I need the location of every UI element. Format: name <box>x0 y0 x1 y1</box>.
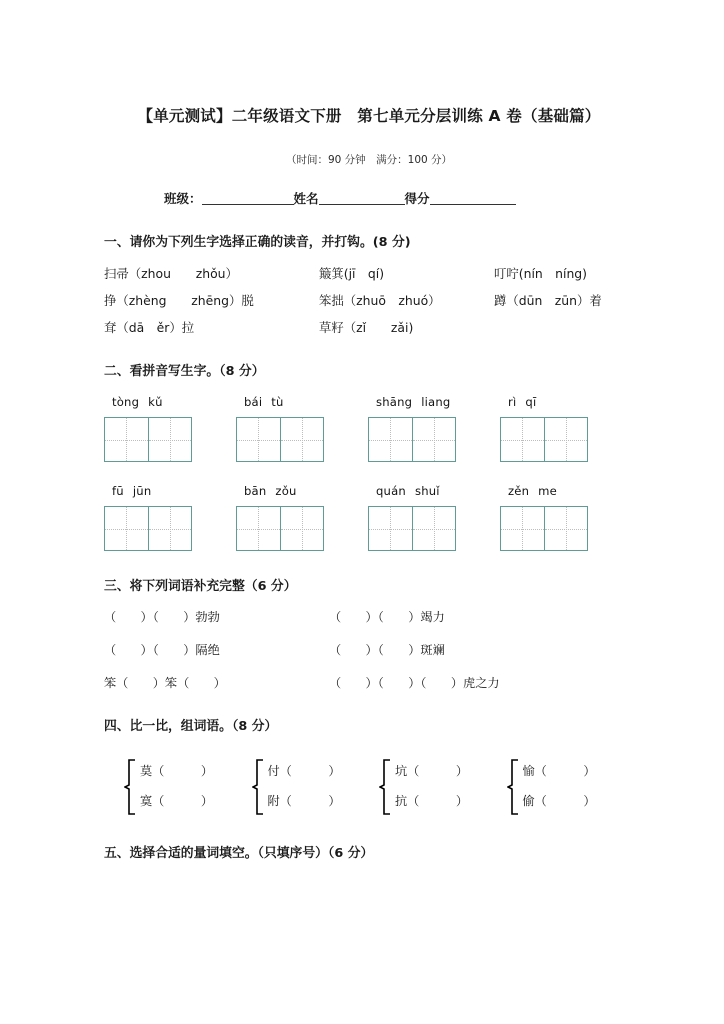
class-label: 班级： <box>164 191 202 206</box>
q3-item[interactable]: （ ）（ ）（ ）虎之力 <box>329 676 500 690</box>
tianzige-cell[interactable] <box>237 418 280 461</box>
curly-brace-icon <box>252 758 264 814</box>
word-blank[interactable]: 寞（ ） <box>140 794 214 808</box>
tianzige-box[interactable] <box>104 506 192 551</box>
word-pair-items <box>268 756 341 816</box>
tianzige-cell[interactable] <box>412 507 456 550</box>
q1-item[interactable]: 草籽（zǐ zǎi) <box>319 320 414 335</box>
tianzige-cell[interactable] <box>280 418 324 461</box>
section-2-body <box>104 395 634 551</box>
pinyin-label: bái tù <box>244 395 284 409</box>
score-blank[interactable] <box>430 204 516 205</box>
student-info-line <box>104 189 634 207</box>
tianzige-box[interactable] <box>500 506 588 551</box>
section-5-heading: 五、选择合适的量词填空。（只填序号）（6 分） <box>104 846 374 861</box>
question-row <box>104 641 634 658</box>
page-content <box>104 0 634 861</box>
tianzige-cell[interactable] <box>501 418 544 461</box>
q1-item[interactable]: 簸箕(jī qí) <box>319 266 385 281</box>
q3-item[interactable]: （ ）（ ）竭力 <box>329 610 445 624</box>
tianzige-box[interactable] <box>236 417 324 462</box>
section-1-body <box>104 264 634 336</box>
score-label: 得分 <box>404 191 430 206</box>
tianzige-cell[interactable] <box>369 507 412 550</box>
word-blank[interactable]: 抗（ ） <box>395 794 469 808</box>
tianzige-cell[interactable] <box>148 507 192 550</box>
pinyin-label: fū jūn <box>112 484 152 498</box>
exam-meta-subtitle: （时间：90 分钟 满分：100 分） <box>285 154 453 166</box>
question-row <box>104 291 634 309</box>
pinyin-grid-group <box>104 484 236 551</box>
question-row <box>104 318 634 336</box>
tianzige-cell[interactable] <box>148 418 192 461</box>
tianzige-box[interactable] <box>368 506 456 551</box>
tianzige-box[interactable] <box>236 506 324 551</box>
q1-item[interactable]: 笨拙（zhuō zhuó） <box>319 293 441 308</box>
pinyin-grid-group <box>368 395 500 462</box>
curly-brace-icon <box>379 758 391 814</box>
q1-item[interactable]: 挣（zhèng zhēng）脱 <box>104 293 254 308</box>
word-blank[interactable]: 附（ ） <box>267 794 341 808</box>
tianzige-box[interactable] <box>104 417 192 462</box>
pinyin-label: rì qī <box>508 395 537 409</box>
tianzige-cell[interactable] <box>412 418 456 461</box>
pinyin-grid-group <box>236 484 368 551</box>
pinyin-label: bān zǒu <box>244 484 297 498</box>
word-blank[interactable]: 偷（ ） <box>522 794 596 808</box>
pinyin-label: zěn me <box>508 484 557 498</box>
tianzige-cell[interactable] <box>544 418 588 461</box>
pinyin-grid-group <box>104 395 236 462</box>
pinyin-grid-row <box>104 395 634 462</box>
section-4-body <box>104 756 634 816</box>
pinyin-grid-row <box>104 484 634 551</box>
tianzige-cell[interactable] <box>544 507 588 550</box>
q1-item <box>494 318 634 336</box>
pinyin-label: shāng liang <box>376 395 451 409</box>
word-blank[interactable]: 莫（ ） <box>140 764 214 778</box>
pinyin-grid-group <box>368 484 500 551</box>
section-2-heading: 二、看拼音写生字。（8 分） <box>104 364 265 379</box>
word-pair-items <box>140 756 213 816</box>
q1-item[interactable]: 蹲（dūn zūn）着 <box>494 293 602 308</box>
section-4-heading: 四、比一比，组词语。（8 分） <box>104 719 278 734</box>
word-pair-items <box>523 756 596 816</box>
question-row <box>104 674 634 691</box>
section-1-heading: 一、请你为下列生字选择正确的读音，并打钩。(8 分) <box>104 235 411 250</box>
q3-item[interactable]: （ ）（ ）斑斓 <box>329 643 445 657</box>
pinyin-grid-group <box>236 395 368 462</box>
section-3-body <box>104 608 634 691</box>
tianzige-cell[interactable] <box>237 507 280 550</box>
tianzige-cell[interactable] <box>501 507 544 550</box>
word-pair-group <box>507 756 635 816</box>
q3-item[interactable]: （ ）（ ）勃勃 <box>104 610 220 624</box>
word-pair-group <box>252 756 380 816</box>
q3-item[interactable]: 笨（ ）笨（ ） <box>104 676 226 690</box>
curly-brace-icon <box>124 758 136 814</box>
tianzige-cell[interactable] <box>105 507 148 550</box>
pinyin-label: tòng kǔ <box>112 395 163 409</box>
q3-item[interactable]: （ ）（ ）隔绝 <box>104 643 220 657</box>
name-label: 姓名 <box>293 191 319 206</box>
word-pair-group <box>379 756 507 816</box>
tianzige-cell[interactable] <box>369 418 412 461</box>
tianzige-cell[interactable] <box>280 507 324 550</box>
class-blank[interactable] <box>202 204 294 205</box>
tianzige-box[interactable] <box>500 417 588 462</box>
pinyin-grid-group <box>500 395 632 462</box>
pinyin-label: quán shuǐ <box>376 484 440 498</box>
word-pair-items <box>395 756 468 816</box>
word-pair-group <box>124 756 252 816</box>
question-row <box>104 264 634 282</box>
q1-item[interactable]: 耷（dā ěr）拉 <box>104 320 195 335</box>
q1-item[interactable]: 叮咛(nín níng) <box>494 266 588 281</box>
word-blank[interactable]: 坑（ ） <box>395 764 469 778</box>
question-row <box>104 608 634 625</box>
word-blank[interactable]: 付（ ） <box>267 764 341 778</box>
curly-brace-icon <box>507 758 519 814</box>
page-title: 【单元测试】二年级语文下册 第七单元分层训练 A 卷（基础篇） <box>137 107 601 125</box>
pinyin-grid-group <box>500 484 632 551</box>
word-blank[interactable]: 愉（ ） <box>522 764 596 778</box>
tianzige-cell[interactable] <box>105 418 148 461</box>
section-3-heading: 三、将下列词语补充完整（6 分） <box>104 579 297 594</box>
q1-item[interactable]: 扫帚（zhou zhǒu） <box>104 266 238 281</box>
name-blank[interactable] <box>319 204 405 205</box>
tianzige-box[interactable] <box>368 417 456 462</box>
